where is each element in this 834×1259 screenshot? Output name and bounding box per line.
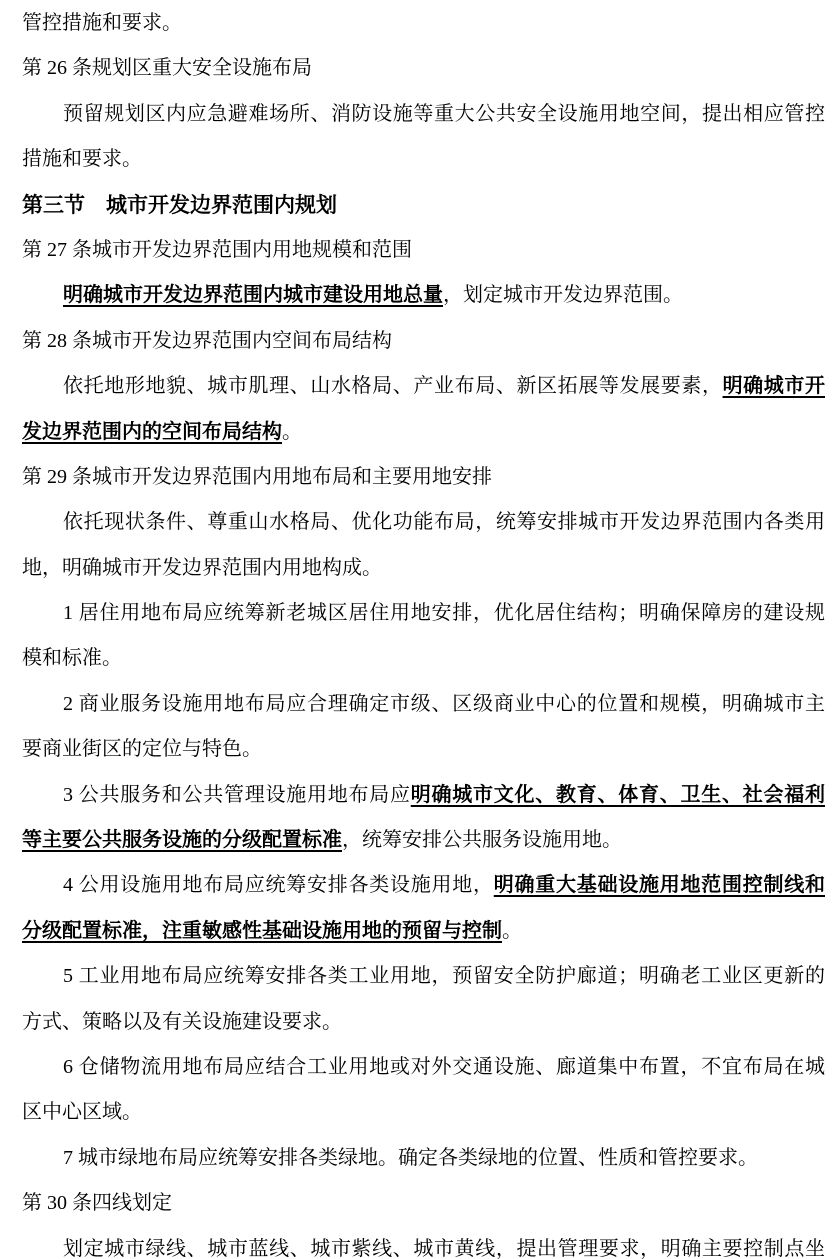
body-text: 2 商业服务设施用地布局应合理确定市级、区级商业中心的位置和规模，明确城市主: [63, 692, 825, 715]
item-7-line: [22, 1136, 825, 1181]
paragraph-line: [22, 92, 825, 137]
item-5-line: [22, 954, 825, 999]
body-text: 3 公共服务和公共管理设施用地布局应: [63, 783, 411, 806]
body-text: 1 居住用地布局应统筹新老城区居住用地安排，优化居住结构；明确保障房的建设规: [63, 602, 825, 625]
paragraph-line: [22, 137, 825, 182]
paragraph-line: [22, 500, 825, 545]
emphasis-text: 明确城市文化、教育、体育、卫生、社会福利: [410, 783, 825, 806]
body-text: 地，明确城市开发边界范围内用地构成。: [22, 556, 382, 579]
emphasis-text: 明确城市开发边界范围内城市建设用地总量: [63, 284, 443, 307]
emphasis-text: 分级配置标准，注重敏感性基础设施用地的预留与控制: [22, 919, 502, 942]
body-text: 要商业街区的定位与特色。: [22, 738, 262, 761]
article-27-title: [22, 228, 825, 273]
body-text: 第 27 条城市开发边界范围内用地规模和范围: [22, 238, 412, 261]
body-text: 依托现状条件、尊重山水格局、优化功能布局，统筹安排城市开发边界范围内各类用: [63, 511, 825, 534]
body-text: 第 30 条四线划定: [22, 1192, 172, 1215]
paragraph-line: [22, 818, 825, 863]
paragraph-line: [22, 410, 825, 455]
item-3-line: [22, 773, 825, 818]
body-text: 第 29 条城市开发边界范围内用地布局和主要用地安排: [22, 465, 492, 488]
body-text: 。: [502, 919, 522, 942]
body-text: 。: [282, 420, 302, 443]
body-text: ，划定城市开发边界范围。: [443, 284, 683, 307]
body-text: 预留规划区内应急避难场所、消防设施等重大公共安全设施用地空间，提出相应管控: [63, 102, 825, 125]
paragraph-line: [22, 909, 825, 954]
emphasis-text: 等主要公共服务设施的分级配置标准: [22, 829, 342, 852]
body-text: 划定城市绿线、城市蓝线、城市紫线、城市黄线，提出管理要求，明确主要控制点坐: [63, 1237, 825, 1259]
article-28-title: [22, 319, 825, 364]
item-2-line: [22, 682, 825, 727]
section-3-title: [22, 183, 825, 228]
paragraph-line: [22, 1227, 825, 1259]
body-text: 第 28 条城市开发边界范围内空间布局结构: [22, 329, 392, 352]
paragraph-line: [22, 546, 825, 591]
body-text: 措施和要求。: [22, 148, 142, 171]
heading-text: 第三节 城市开发边界范围内规划: [22, 192, 337, 217]
emphasis-text: 明确重大基础设施用地范围控制线和: [493, 874, 825, 897]
body-text: 4 公用设施用地布局应统筹安排各类设施用地，: [63, 874, 494, 897]
body-text: 管控措施和要求。: [22, 12, 182, 34]
item-6-line: [22, 1045, 825, 1090]
paragraph-line: [22, 1090, 825, 1135]
body-text: 第 26 条规划区重大安全设施布局: [22, 57, 312, 80]
item-4-line: [22, 863, 825, 908]
paragraph-line: [22, 1, 825, 46]
body-text: 区中心区域。: [22, 1101, 142, 1124]
paragraph-line: [22, 364, 825, 409]
article-30-title: [22, 1181, 825, 1226]
body-text: 依托地形地貌、城市肌理、山水格局、产业布局、新区拓展等发展要素，: [63, 375, 723, 398]
paragraph-line: [22, 273, 825, 318]
emphasis-text: 明确城市开: [722, 375, 825, 398]
article-26-title: [22, 46, 825, 91]
body-text: 7 城市绿地布局应统筹安排各类绿地。确定各类绿地的位置、性质和管控要求。: [63, 1146, 758, 1169]
paragraph-line: [22, 636, 825, 681]
body-text: 方式、策略以及有关设施建设要求。: [22, 1010, 342, 1033]
article-29-title: [22, 455, 825, 500]
paragraph-line: [22, 727, 825, 772]
body-text: 6 仓储物流用地布局应结合工业用地或对外交通设施、廊道集中布置，不宜布局在城: [63, 1055, 825, 1078]
body-text: 模和标准。: [22, 647, 122, 670]
body-text: ，统筹安排公共服务设施用地。: [342, 829, 622, 852]
body-text: 5 工业用地布局应统筹安排各类工业用地，预留安全防护廊道；明确老工业区更新的: [63, 965, 825, 988]
emphasis-text: 发边界范围内的空间布局结构: [22, 420, 282, 443]
item-1-line: [22, 591, 825, 636]
paragraph-line: [22, 1000, 825, 1045]
